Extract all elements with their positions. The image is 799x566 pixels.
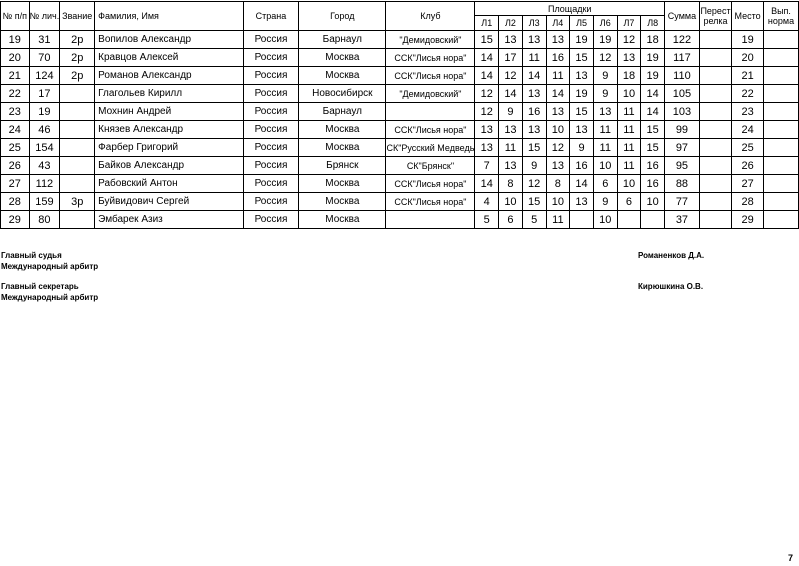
cell-reweigh [699, 67, 731, 85]
cell-lic: 124 [29, 67, 60, 85]
cell-name: Кравцов Алексей [95, 49, 244, 67]
judge-name: Романенков Д.А. [638, 251, 705, 260]
cell-site-1: 5 [475, 211, 499, 229]
cell-city: Москва [299, 139, 386, 157]
header-site-5: Л5 [570, 16, 594, 31]
cell-name: Байков Александр [95, 157, 244, 175]
cell-club: СК"Брянск" [386, 157, 475, 175]
cell-place: 29 [732, 211, 764, 229]
cell-site-8: 10 [641, 193, 665, 211]
cell-site-8: 16 [641, 175, 665, 193]
cell-rank [60, 121, 95, 139]
table-row [1, 139, 799, 157]
header-club: Клуб [386, 2, 475, 31]
cell-norm [764, 193, 799, 211]
cell-site-8: 15 [641, 121, 665, 139]
cell-site-7: 13 [617, 49, 641, 67]
cell-lic: 154 [29, 139, 60, 157]
cell-num: 21 [1, 67, 30, 85]
cell-reweigh [699, 49, 731, 67]
judge-category: Международный арбитр [1, 262, 99, 271]
cell-place: 21 [732, 67, 764, 85]
cell-site-1: 13 [475, 121, 499, 139]
cell-reweigh [699, 157, 731, 175]
cell-num: 20 [1, 49, 30, 67]
cell-norm [764, 175, 799, 193]
cell-rank [60, 211, 95, 229]
cell-site-3: 9 [522, 157, 546, 175]
cell-rank [60, 139, 95, 157]
header-name: Фамилия, Имя [95, 2, 244, 31]
secretary-block [1, 281, 98, 303]
cell-norm [764, 157, 799, 175]
cell-site-3: 5 [522, 211, 546, 229]
cell-site-6: 11 [593, 121, 617, 139]
cell-site-4: 11 [546, 67, 570, 85]
table-row [1, 103, 799, 121]
header-rank: Звание [60, 2, 95, 31]
cell-club: ССК"Лисья нора" [386, 49, 475, 67]
cell-site-6: 12 [593, 49, 617, 67]
cell-norm [764, 31, 799, 49]
cell-norm [764, 85, 799, 103]
cell-site-5 [570, 211, 594, 229]
cell-name: Эмбарек Азиз [95, 211, 244, 229]
judge-title: Главный судья [1, 251, 62, 260]
header-site-2: Л2 [499, 16, 523, 31]
cell-num: 25 [1, 139, 30, 157]
cell-site-7: 11 [617, 103, 641, 121]
cell-city: Новосибирск [299, 85, 386, 103]
cell-site-5: 19 [570, 85, 594, 103]
cell-site-3: 14 [522, 67, 546, 85]
cell-site-3: 15 [522, 193, 546, 211]
cell-site-2: 13 [499, 31, 523, 49]
cell-name: Глагольев Кирилл [95, 85, 244, 103]
cell-club: ССК"Лисья нора" [386, 193, 475, 211]
header-country: Страна [243, 2, 298, 31]
cell-site-4: 10 [546, 121, 570, 139]
cell-reweigh [699, 211, 731, 229]
header-reweigh: Перестрелка [699, 2, 731, 31]
cell-site-4: 12 [546, 139, 570, 157]
cell-norm [764, 139, 799, 157]
cell-city: Москва [299, 121, 386, 139]
table-row [1, 49, 799, 67]
cell-site-7: 11 [617, 139, 641, 157]
cell-site-8 [641, 211, 665, 229]
table-row [1, 175, 799, 193]
cell-country: Россия [243, 139, 298, 157]
header-sites: Площадки [475, 2, 665, 16]
cell-club [386, 103, 475, 121]
cell-rank [60, 85, 95, 103]
cell-site-8: 14 [641, 85, 665, 103]
cell-sum: 122 [665, 31, 700, 49]
header-site-6: Л6 [593, 16, 617, 31]
cell-lic: 112 [29, 175, 60, 193]
table-row [1, 157, 799, 175]
cell-site-3: 11 [522, 49, 546, 67]
cell-site-6: 11 [593, 139, 617, 157]
cell-site-2: 10 [499, 193, 523, 211]
cell-site-7 [617, 211, 641, 229]
cell-site-4: 14 [546, 85, 570, 103]
cell-norm [764, 103, 799, 121]
cell-site-2: 14 [499, 85, 523, 103]
cell-norm [764, 121, 799, 139]
cell-site-5: 15 [570, 49, 594, 67]
table-row [1, 121, 799, 139]
cell-site-6: 13 [593, 103, 617, 121]
header-place: Место [732, 2, 764, 31]
cell-reweigh [699, 31, 731, 49]
cell-num: 22 [1, 85, 30, 103]
cell-club: ССК"Лисья нора" [386, 67, 475, 85]
cell-site-8: 15 [641, 139, 665, 157]
cell-site-7: 18 [617, 67, 641, 85]
cell-site-7: 11 [617, 121, 641, 139]
cell-site-2: 17 [499, 49, 523, 67]
header-site-4: Л4 [546, 16, 570, 31]
cell-city: Москва [299, 175, 386, 193]
cell-site-5: 13 [570, 193, 594, 211]
table-row [1, 31, 799, 49]
cell-site-2: 13 [499, 157, 523, 175]
cell-site-2: 6 [499, 211, 523, 229]
cell-name: Вопилов Александр [95, 31, 244, 49]
cell-country: Россия [243, 67, 298, 85]
cell-num: 27 [1, 175, 30, 193]
cell-rank [60, 103, 95, 121]
cell-site-3: 16 [522, 103, 546, 121]
cell-rank: 3р [60, 193, 95, 211]
cell-norm [764, 67, 799, 85]
secretary-title: Главный секретарь [1, 282, 79, 291]
cell-city: Москва [299, 211, 386, 229]
cell-reweigh [699, 121, 731, 139]
cell-lic: 159 [29, 193, 60, 211]
cell-site-5: 13 [570, 121, 594, 139]
header-sum: Сумма [665, 2, 700, 31]
cell-site-1: 14 [475, 49, 499, 67]
cell-reweigh [699, 139, 731, 157]
header-site-8: Л8 [641, 16, 665, 31]
cell-country: Россия [243, 85, 298, 103]
table-row [1, 67, 799, 85]
cell-site-4: 8 [546, 175, 570, 193]
cell-club: "Демидовский" [386, 85, 475, 103]
judge-block [1, 250, 98, 272]
cell-lic: 46 [29, 121, 60, 139]
cell-name: Романов Александр [95, 67, 244, 85]
cell-city: Барнаул [299, 31, 386, 49]
header-norm: Вып. норма [764, 2, 799, 31]
cell-site-6: 10 [593, 157, 617, 175]
cell-site-5: 14 [570, 175, 594, 193]
cell-club: СК"Русский Медведь [386, 139, 475, 157]
cell-lic: 31 [29, 31, 60, 49]
cell-name: Князев Александр [95, 121, 244, 139]
cell-site-6: 9 [593, 193, 617, 211]
cell-site-8: 16 [641, 157, 665, 175]
header-city: Город [299, 2, 386, 31]
cell-site-7: 10 [617, 85, 641, 103]
cell-site-8: 19 [641, 67, 665, 85]
secretary-name: Кирюшкина О.В. [638, 282, 704, 291]
results-table [0, 1, 799, 229]
table-row [1, 85, 799, 103]
cell-site-5: 16 [570, 157, 594, 175]
cell-site-6: 9 [593, 67, 617, 85]
cell-lic: 70 [29, 49, 60, 67]
header-site-3: Л3 [522, 16, 546, 31]
cell-city: Москва [299, 67, 386, 85]
cell-site-3: 13 [522, 85, 546, 103]
cell-site-5: 9 [570, 139, 594, 157]
cell-sum: 97 [665, 139, 700, 157]
secretary-category: Международный арбитр [1, 293, 99, 302]
cell-site-5: 15 [570, 103, 594, 121]
cell-site-1: 4 [475, 193, 499, 211]
cell-num: 29 [1, 211, 30, 229]
cell-city: Москва [299, 49, 386, 67]
cell-city: Москва [299, 193, 386, 211]
cell-num: 24 [1, 121, 30, 139]
cell-site-1: 7 [475, 157, 499, 175]
header-lic: № лич. [29, 2, 60, 31]
cell-lic: 80 [29, 211, 60, 229]
cell-site-5: 13 [570, 67, 594, 85]
cell-sum: 37 [665, 211, 700, 229]
cell-site-4: 13 [546, 31, 570, 49]
cell-city: Брянск [299, 157, 386, 175]
cell-sum: 77 [665, 193, 700, 211]
cell-site-6: 9 [593, 85, 617, 103]
cell-club: "Демидовский" [386, 31, 475, 49]
cell-country: Россия [243, 121, 298, 139]
cell-site-7: 10 [617, 175, 641, 193]
cell-name: Буйвидович Сергей [95, 193, 244, 211]
cell-norm [764, 49, 799, 67]
cell-name: Рабовский Антон [95, 175, 244, 193]
cell-site-2: 13 [499, 121, 523, 139]
cell-site-4: 16 [546, 49, 570, 67]
cell-num: 26 [1, 157, 30, 175]
cell-sum: 105 [665, 85, 700, 103]
cell-country: Россия [243, 103, 298, 121]
cell-lic: 17 [29, 85, 60, 103]
cell-site-1: 12 [475, 103, 499, 121]
cell-num: 23 [1, 103, 30, 121]
cell-site-5: 19 [570, 31, 594, 49]
cell-rank: 2р [60, 49, 95, 67]
cell-site-7: 12 [617, 31, 641, 49]
cell-lic: 43 [29, 157, 60, 175]
cell-site-8: 14 [641, 103, 665, 121]
header-site-7: Л7 [617, 16, 641, 31]
cell-site-7: 11 [617, 157, 641, 175]
cell-place: 26 [732, 157, 764, 175]
cell-sum: 103 [665, 103, 700, 121]
cell-num: 19 [1, 31, 30, 49]
cell-rank: 2р [60, 31, 95, 49]
cell-rank [60, 157, 95, 175]
cell-club: ССК"Лисья нора" [386, 175, 475, 193]
header-site-1: Л1 [475, 16, 499, 31]
cell-site-1: 15 [475, 31, 499, 49]
cell-site-7: 6 [617, 193, 641, 211]
cell-site-8: 19 [641, 49, 665, 67]
cell-num: 28 [1, 193, 30, 211]
cell-site-4: 10 [546, 193, 570, 211]
cell-name: Мохнин Андрей [95, 103, 244, 121]
cell-place: 23 [732, 103, 764, 121]
cell-country: Россия [243, 193, 298, 211]
cell-site-8: 18 [641, 31, 665, 49]
cell-name: Фарбер Григорий [95, 139, 244, 157]
cell-site-2: 8 [499, 175, 523, 193]
cell-reweigh [699, 193, 731, 211]
cell-country: Россия [243, 175, 298, 193]
cell-place: 22 [732, 85, 764, 103]
cell-site-1: 14 [475, 67, 499, 85]
page-number: 7 [788, 553, 794, 563]
cell-country: Россия [243, 211, 298, 229]
cell-club [386, 211, 475, 229]
cell-site-1: 12 [475, 85, 499, 103]
cell-sum: 99 [665, 121, 700, 139]
cell-rank [60, 175, 95, 193]
cell-country: Россия [243, 49, 298, 67]
cell-site-3: 12 [522, 175, 546, 193]
cell-reweigh [699, 103, 731, 121]
cell-site-2: 11 [499, 139, 523, 157]
cell-site-3: 13 [522, 121, 546, 139]
cell-reweigh [699, 175, 731, 193]
cell-site-2: 9 [499, 103, 523, 121]
cell-place: 19 [732, 31, 764, 49]
cell-site-6: 6 [593, 175, 617, 193]
header-num: № п/п [1, 2, 30, 31]
cell-site-6: 10 [593, 211, 617, 229]
cell-site-2: 12 [499, 67, 523, 85]
cell-site-4: 11 [546, 211, 570, 229]
cell-place: 28 [732, 193, 764, 211]
cell-place: 24 [732, 121, 764, 139]
cell-site-1: 13 [475, 139, 499, 157]
cell-place: 25 [732, 139, 764, 157]
cell-sum: 95 [665, 157, 700, 175]
cell-site-1: 14 [475, 175, 499, 193]
cell-rank: 2р [60, 67, 95, 85]
cell-sum: 110 [665, 67, 700, 85]
cell-country: Россия [243, 31, 298, 49]
table-row [1, 193, 799, 211]
table-row [1, 211, 799, 229]
cell-city: Барнаул [299, 103, 386, 121]
cell-country: Россия [243, 157, 298, 175]
cell-club: ССК"Лисья нора" [386, 121, 475, 139]
cell-site-3: 15 [522, 139, 546, 157]
cell-site-3: 13 [522, 31, 546, 49]
cell-site-4: 13 [546, 103, 570, 121]
cell-norm [764, 211, 799, 229]
cell-place: 20 [732, 49, 764, 67]
cell-sum: 88 [665, 175, 700, 193]
cell-reweigh [699, 85, 731, 103]
cell-site-6: 19 [593, 31, 617, 49]
cell-lic: 19 [29, 103, 60, 121]
cell-place: 27 [732, 175, 764, 193]
cell-site-4: 13 [546, 157, 570, 175]
cell-sum: 117 [665, 49, 700, 67]
